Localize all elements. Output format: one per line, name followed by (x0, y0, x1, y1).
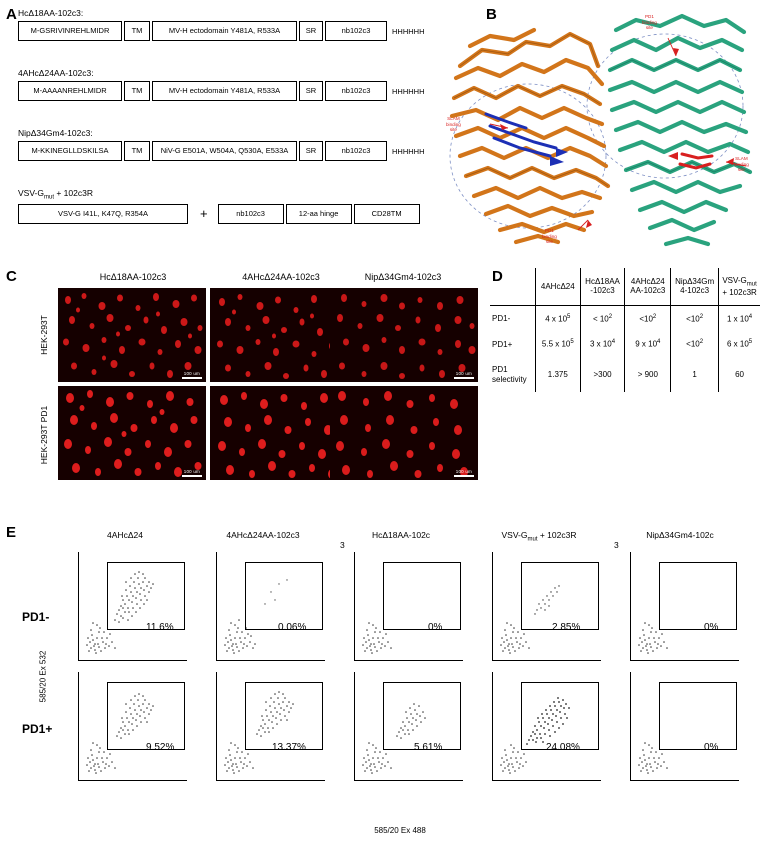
flow-plot-4ahc24aa-pd1neg[interactable] (216, 552, 325, 661)
gate-rectangle (245, 682, 323, 750)
table-header-4ahc24aa: 4AHcΔ24 AA-102c3 (625, 268, 671, 305)
domain-box-tm: TM (124, 81, 150, 101)
domain-box-nb: nb102c3 (325, 81, 387, 101)
flow-plot-4ahc24-pd1neg[interactable] (78, 552, 187, 661)
annotation-pd1-binding-site-top: PD1 binding site (642, 14, 657, 31)
table-row-pd1-selectivity (490, 357, 760, 392)
cell-value: 60 (719, 357, 760, 392)
scale-bar: 100 um (454, 371, 474, 379)
row-label: PD1- (490, 305, 536, 331)
scale-bar: 100 um (182, 469, 202, 477)
construct-row (18, 141, 425, 161)
flow-plot-4ahc24aa-pd1pos[interactable] (216, 672, 325, 781)
panel-e-column-title-3: VSV-$G_{mut} + 102c3R$ (501, 530, 577, 543)
domain-box-vsvg: VSV-G I41L, K47Q, R354A (18, 204, 188, 224)
gate-rectangle (521, 562, 599, 630)
annotation-pd1-binding-site-bottom: PD1 binding site (542, 228, 557, 245)
cell-value: $<10^2$ (625, 305, 671, 331)
table-header-nip34gm4: NipΔ34Gm 4-102c3 (671, 268, 719, 305)
domain-box-nb: nb102c3 (325, 141, 387, 161)
flow-plot-hc18aa-pd1neg[interactable] (354, 552, 463, 661)
panel-c-row-label-1: HEK-293T PD1 (39, 405, 49, 465)
panel-e-column-title-2: HcΔ18AA-102c 3 (340, 530, 431, 550)
construct-name-sub: mut (43, 194, 54, 201)
micrograph-cells (58, 386, 206, 480)
domain-box: M-AAAANREHLMIDR (18, 81, 122, 101)
domain-box: M-KKINEGLLDSKILSA (18, 141, 122, 161)
protein-structure-svg (430, 6, 770, 256)
flow-plot-vsvg-pd1neg[interactable] (492, 552, 601, 661)
domain-box-nb: nb102c3 (325, 21, 387, 41)
gate-percentage-1-1: 13.37% (272, 742, 306, 753)
micrograph-cells (58, 288, 206, 382)
cell-value: $<10^2$ (671, 331, 719, 357)
panel-c-letter: C (6, 268, 17, 285)
panel-e-x-axis-label: 585/20 Ex 488 (374, 826, 426, 835)
cell-value: 5.5 x $10^5$ (536, 331, 581, 357)
panel-e-letter: E (6, 524, 17, 541)
domain-box-tm: TM (124, 141, 150, 161)
gate-rectangle (107, 562, 185, 630)
gate-percentage-0-3: 2.85% (552, 622, 581, 633)
gate-rectangle (521, 682, 599, 750)
cell-value: > 900 (625, 357, 671, 392)
panel-c-column-title-2: NipΔ34Gm4-102c3 (364, 272, 442, 282)
micrograph-hc18aa-pd1pos (58, 386, 206, 480)
construct-vsvg (18, 188, 422, 224)
table-header-blank (490, 268, 536, 305)
scale-bar: 100 um (182, 371, 202, 379)
panel-e-row-label-pd1-neg: PD1- (22, 610, 50, 624)
cell-value: >300 (580, 357, 625, 392)
annotation-slam-binding-site-left: SLAM binding site (446, 116, 461, 133)
domain-box-ectodomain: MV-H ectodomain Y481A, R533A (152, 81, 297, 101)
gate-percentage-0-2: 0% (428, 622, 443, 633)
table-row-pd1-neg (490, 305, 760, 331)
gate-percentage-1-4: 0% (704, 742, 719, 753)
construct-nip34gm4 (18, 128, 425, 161)
plus-symbol: + (200, 206, 208, 222)
panel-b-structure (430, 6, 770, 256)
panel-d-table (490, 268, 770, 503)
construct-name (18, 188, 422, 201)
cell-value: 1 x $10^4$ (719, 305, 760, 331)
table-header-vsvg: VSV-$G_{mut}$ + 102c3R (719, 268, 760, 305)
panel-d-letter: D (492, 268, 503, 285)
annotation-slam-binding-site-right: SLAM binding site (734, 156, 749, 173)
cell-value: 4 x $10^5$ (536, 305, 581, 331)
gate-percentage-1-3: 24.08% (546, 742, 580, 753)
domain-box-ectodomain: NiV-G E501A, W504A, Q530A, E533A (152, 141, 297, 161)
panel-e-row-label-pd1-pos: PD1+ (22, 722, 53, 736)
gate-rectangle (383, 562, 461, 630)
panel-e-column-title-4: NipΔ34Gm4-102c 3 (614, 530, 714, 550)
flow-plot-nip34gm4-pd1neg[interactable] (630, 552, 739, 661)
domain-box: M-GSRIVINREHLMIDR (18, 21, 122, 41)
flow-plot-vsvg-pd1pos[interactable] (492, 672, 601, 781)
flow-plot-nip34gm4-pd1pos[interactable] (630, 672, 739, 781)
cell-value: < $10^2$ (580, 305, 625, 331)
domain-box-sr: SR (299, 81, 323, 101)
table-header-hc18aa: HcΔ18AA -102c3 (580, 268, 625, 305)
cell-value: 6 x $10^5$ (719, 331, 760, 357)
domain-box-hinge: 12-aa hinge (286, 204, 352, 224)
micrograph-hc18aa-pd1neg (58, 288, 206, 382)
panel-e-y-axis-label: 585/20 Ex 532 (38, 650, 48, 703)
construct-name: 4AHcΔ24AA-102c3: (18, 68, 94, 78)
row-label: PD1+ (490, 331, 536, 357)
construct-4ahc24aa (18, 68, 425, 101)
micrograph-nip34gm4-pd1neg (330, 288, 478, 382)
panel-c-row-label-0: HEK-293T (39, 315, 49, 355)
construct-name-main: VSV-G (18, 188, 44, 198)
panel-e-column-title-0: 4AHcΔ24 (107, 530, 143, 540)
construct-name: HcΔ18AA-102c3: (18, 8, 84, 18)
flow-plot-4ahc24-pd1pos[interactable] (78, 672, 187, 781)
domain-box-cd28tm: CD28TM (354, 204, 420, 224)
gate-percentage-1-0: 9.52% (146, 742, 175, 753)
cell-value: 1 (671, 357, 719, 392)
gate-rectangle (659, 562, 737, 630)
domain-box-sr: SR (299, 21, 323, 41)
construct-row (18, 81, 425, 101)
gate-rectangle (659, 682, 737, 750)
scale-bar: 100 um (454, 469, 474, 477)
gate-percentage-0-1: 0.06% (278, 622, 307, 633)
his-tag: HHHHHH (392, 146, 425, 156)
flow-plot-hc18aa-pd1pos[interactable] (354, 672, 463, 781)
construct-name: NipΔ34Gm4-102c3: (18, 128, 93, 138)
cell-value: 1.375 (536, 357, 581, 392)
gate-rectangle (245, 562, 323, 630)
gate-percentage-0-4: 0% (704, 622, 719, 633)
construct-row (18, 21, 425, 41)
results-table (490, 268, 760, 392)
his-tag: HHHHHH (392, 86, 425, 96)
construct-hc18aa (18, 8, 425, 41)
construct-row (18, 204, 422, 224)
domain-box-tm: TM (124, 21, 150, 41)
row-label: PD1 selectivity (490, 357, 536, 392)
panel-a (18, 6, 425, 251)
panel-a-letter: A (6, 6, 17, 23)
table-header-row (490, 268, 760, 305)
panel-c-column-title-0: HcΔ18AA-102c3 (99, 272, 167, 282)
cell-value: 3 x $10^4$ (580, 331, 625, 357)
cell-value: $<10^2$ (671, 305, 719, 331)
construct-name-rest: + 102c3R (54, 188, 93, 198)
gate-rectangle (383, 682, 461, 750)
gate-percentage-1-2: 5.61% (414, 742, 443, 753)
gate-rectangle (107, 682, 185, 750)
table-header-4ahc24: 4AHcΔ24 (536, 268, 581, 305)
micrograph-nip34gm4-pd1pos (330, 386, 478, 480)
domain-box-nb: nb102c3 (218, 204, 284, 224)
table-row-pd1-pos (490, 331, 760, 357)
micrograph-cells (330, 288, 478, 382)
panel-b-letter: B (486, 6, 497, 23)
his-tag: HHHHHH (392, 26, 425, 36)
panel-c-column-title-1: 4AHcΔ24AA-102c3 (242, 272, 320, 282)
gate-percentage-0-0: 11.6% (146, 622, 174, 633)
domain-box-ectodomain: MV-H ectodomain Y481A, R533A (152, 21, 297, 41)
domain-box-sr: SR (299, 141, 323, 161)
micrograph-cells (330, 386, 478, 480)
cell-value: 9 x $10^4$ (625, 331, 671, 357)
panel-e-column-title-1: 4AHcΔ24AA-102c3 (226, 530, 300, 540)
